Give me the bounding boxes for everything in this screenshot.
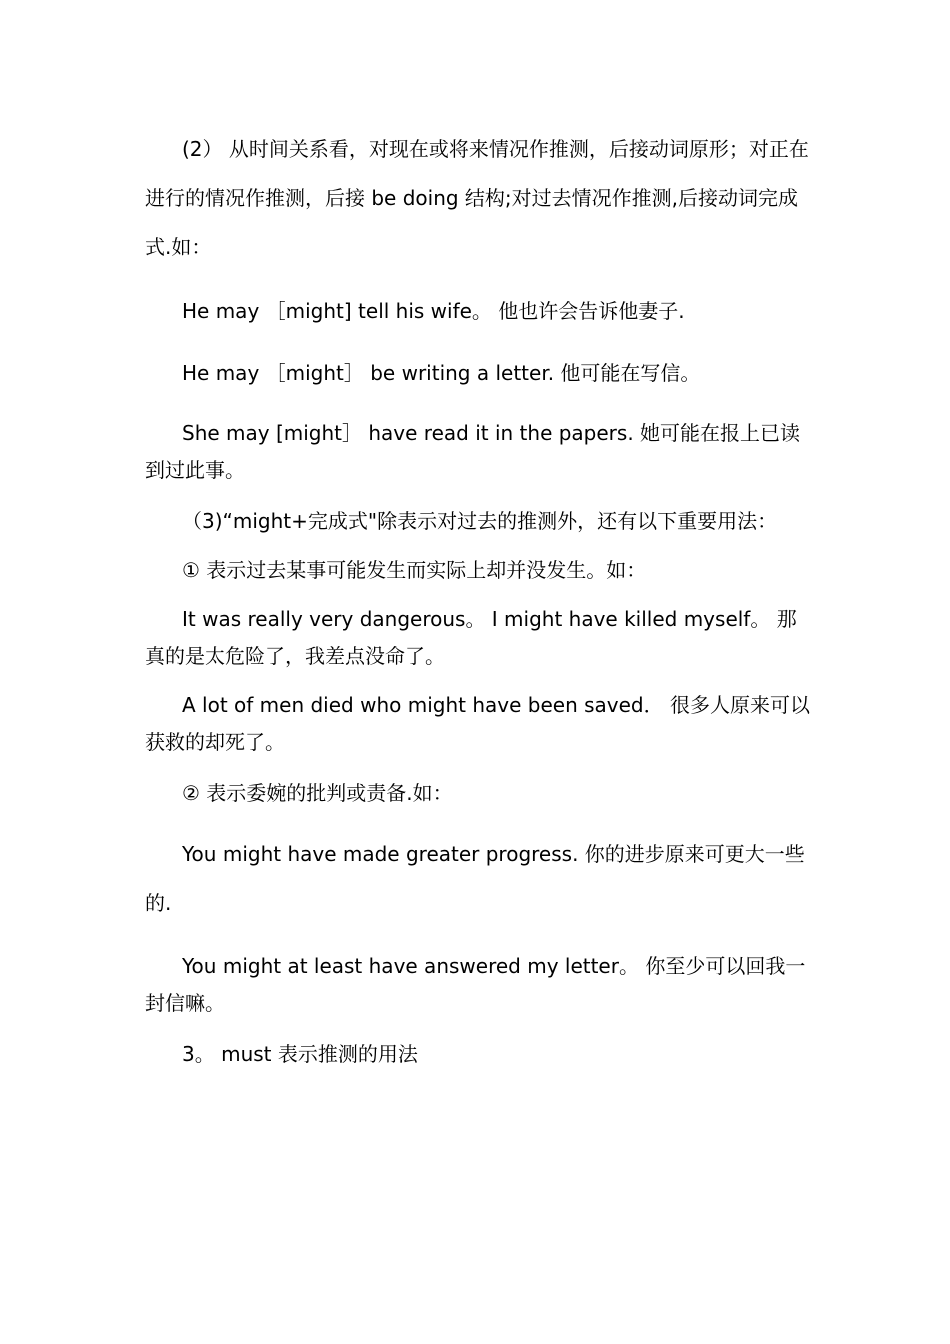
- example-writing-letter: He may ［might］ be writing a letter. 他可能在写信。: [182, 361, 701, 385]
- heading-might-perfect: （3)“might+完成式"除表示对过去的推测外，还有以下重要用法：: [182, 509, 778, 533]
- example-answered-letter: You might at least have answered my letter。 你至少可以回我一封信嘛。: [145, 954, 806, 1015]
- paragraph-time-relation: (2） 从时间关系看，对现在或将来情况作推测，后接动词原形；对正在进行的情况作推测，后接 be doing 结构;对过去情况作推测,后接动词完成式.如：: [145, 137, 809, 259]
- example-read-papers: She may [might］ have read it in the papers. 她可能在报上已读到过此事。: [145, 421, 801, 482]
- point-1-heading: ① 表示过去某事可能发生而实际上却并没发生。如：: [182, 558, 647, 582]
- example-dangerous: It was really very dangerous。 I might have killed myself。 那真的是太危险了，我差点没命了。: [145, 607, 797, 668]
- example-tell-wife: He may ［might] tell his wife。 他也许会告诉他妻子.: [182, 299, 685, 323]
- section-3-heading: 3。 must 表示推测的用法: [182, 1042, 418, 1066]
- point-2-heading: ② 表示委婉的批判或责备.如：: [182, 781, 453, 805]
- example-men-died: A lot of men died who might have been saved． 很多人原来可以获救的却死了。: [145, 693, 810, 754]
- example-progress: You might have made greater progress. 你的进步原来可更大一些的.: [145, 842, 805, 915]
